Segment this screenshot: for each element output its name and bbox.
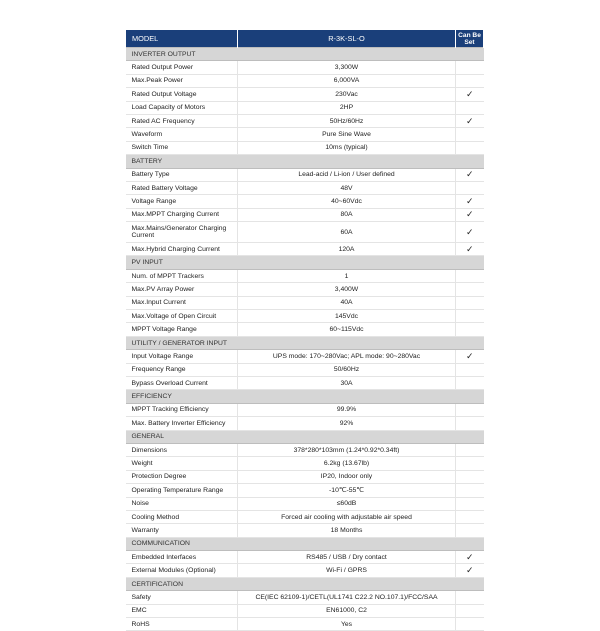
section-header-row [126,390,484,403]
table-row [126,114,484,127]
table-row [126,564,484,577]
settable-cell [456,141,484,154]
spec-table-body [126,48,484,631]
row-label: Max.Hybrid Charging Current [126,243,238,256]
row-value: RS485 / USB / Dry contact [238,551,456,564]
row-value: 2HP [238,101,456,114]
table-row [126,61,484,74]
settable-cell [456,323,484,336]
table-row [126,484,484,497]
row-value: 48V [238,181,456,194]
row-label: Battery Type [126,168,238,181]
row-label: Input Voltage Range [126,350,238,363]
check-mark-icon: ✓ [456,208,484,221]
settable-cell [456,181,484,194]
row-value: 50/60Hz [238,363,456,376]
row-label: RoHS [126,618,238,631]
settable-cell [456,310,484,323]
row-label: Max.Voltage of Open Circuit [126,310,238,323]
row-value: CE(IEC 62109-1)/CETL(UL1741 C22.2 NO.107.1)/FCC/SAA [238,591,456,604]
section-header-row [126,430,484,443]
row-label: Voltage Range [126,195,238,208]
table-row [126,296,484,309]
settable-cell [456,618,484,631]
section-header-row [126,48,484,61]
row-label: Frequency Range [126,363,238,376]
can-be-set-header: Can Be Set [456,30,484,48]
row-value: 120A [238,243,456,256]
settable-cell [456,269,484,282]
table-row [126,243,484,256]
row-value: 6.2kg (13.67lb) [238,457,456,470]
table-row [126,141,484,154]
row-value: 3,300W [238,61,456,74]
check-mark-icon: ✓ [456,243,484,256]
row-value: Forced air cooling with adjustable air speed [238,510,456,523]
table-row [126,443,484,456]
row-value: IP20, Indoor only [238,470,456,483]
table-row [126,618,484,631]
row-value: 60~115Vdc [238,323,456,336]
section-header-row [126,256,484,269]
row-label: Embedded Interfaces [126,551,238,564]
settable-cell [456,497,484,510]
section-title: CERTIFICATION [126,577,484,590]
row-value: 145Vdc [238,310,456,323]
row-label: Max.MPPT Charging Current [126,208,238,221]
row-label: Cooling Method [126,510,238,523]
row-value: 378*280*103mm (1.24*0.92*0.34ft) [238,443,456,456]
row-value: 10ms (typical) [238,141,456,154]
table-row [126,497,484,510]
row-value: 40~60Vdc [238,195,456,208]
table-row [126,181,484,194]
row-label: Rated Output Voltage [126,88,238,101]
row-value: 6,000VA [238,74,456,87]
row-value: Lead-acid / Li-ion / User defined [238,168,456,181]
settable-cell [456,524,484,537]
row-value: EN61000, C2 [238,604,456,617]
settable-cell [456,296,484,309]
table-row [126,591,484,604]
settable-cell [456,403,484,416]
row-label: Max.Peak Power [126,74,238,87]
row-label: Max. Battery Inverter Efficiency [126,417,238,430]
settable-cell [456,283,484,296]
row-value: UPS mode: 170~280Vac; APL mode: 90~280Vac [238,350,456,363]
table-row [126,376,484,389]
row-label: Max.Input Current [126,296,238,309]
settable-cell [456,363,484,376]
table-row [126,74,484,87]
row-label: MPPT Tracking Efficiency [126,403,238,416]
settable-cell [456,510,484,523]
section-header-row [126,577,484,590]
row-value: Pure Sine Wave [238,128,456,141]
section-header-row [126,155,484,168]
row-label: Rated Battery Voltage [126,181,238,194]
settable-cell [456,417,484,430]
check-mark-icon: ✓ [456,350,484,363]
section-header-row [126,336,484,349]
row-value: 18 Months [238,524,456,537]
row-value: 99.9% [238,403,456,416]
section-title: UTILITY / GENERATOR INPUT [126,336,484,349]
row-value: 3,400W [238,283,456,296]
table-row [126,128,484,141]
row-label: Operating Temperature Range [126,484,238,497]
section-title: BATTERY [126,155,484,168]
table-row [126,222,484,243]
section-title: PV INPUT [126,256,484,269]
row-value: ≤60dB [238,497,456,510]
table-row [126,551,484,564]
section-title: EFFICIENCY [126,390,484,403]
section-title: INVERTER OUTPUT [126,48,484,61]
table-row [126,350,484,363]
row-value: -10℃-55℃ [238,484,456,497]
table-row [126,101,484,114]
row-label: MPPT Voltage Range [126,323,238,336]
table-row [126,195,484,208]
settable-cell [456,604,484,617]
check-mark-icon: ✓ [456,222,484,243]
row-value: Wi-Fi / GPRS [238,564,456,577]
section-title: GENERAL [126,430,484,443]
row-label: Warranty [126,524,238,537]
row-label: Load Capacity of Motors [126,101,238,114]
table-header-row [126,30,484,48]
row-label: Num. of MPPT Trackers [126,269,238,282]
row-value: 40A [238,296,456,309]
check-mark-icon: ✓ [456,195,484,208]
row-value: 92% [238,417,456,430]
row-value: 230Vac [238,88,456,101]
table-row [126,168,484,181]
row-label: Max.PV Array Power [126,283,238,296]
table-row [126,269,484,282]
settable-cell [456,484,484,497]
settable-cell [456,61,484,74]
table-row [126,88,484,101]
section-header-row [126,537,484,550]
table-row [126,470,484,483]
row-label: Waveform [126,128,238,141]
settable-cell [456,443,484,456]
check-mark-icon: ✓ [456,114,484,127]
row-value: 50Hz/60Hz [238,114,456,127]
table-row [126,457,484,470]
row-label: EMC [126,604,238,617]
table-row [126,417,484,430]
settable-cell [456,457,484,470]
row-label: Safety [126,591,238,604]
table-row [126,363,484,376]
settable-cell [456,101,484,114]
spec-table [125,30,484,631]
settable-cell [456,591,484,604]
row-value: 30A [238,376,456,389]
table-row [126,510,484,523]
row-label: Max.Mains/Generator Charging Current [126,222,238,243]
row-label: Bypass Overload Current [126,376,238,389]
settable-cell [456,376,484,389]
settable-cell [456,74,484,87]
table-row [126,310,484,323]
table-row [126,283,484,296]
check-mark-icon: ✓ [456,168,484,181]
table-row [126,524,484,537]
settable-cell [456,470,484,483]
row-label: Noise [126,497,238,510]
model-header: MODEL [126,30,238,48]
table-row [126,323,484,336]
check-mark-icon: ✓ [456,564,484,577]
row-label: Rated AC Frequency [126,114,238,127]
row-value: 80A [238,208,456,221]
check-mark-icon: ✓ [456,88,484,101]
row-value: 1 [238,269,456,282]
row-value: 60A [238,222,456,243]
row-label: Dimensions [126,443,238,456]
check-mark-icon: ✓ [456,551,484,564]
model-value-header: R-3K-SL-O [238,30,456,48]
row-label: External Modules (Optional) [126,564,238,577]
table-row [126,208,484,221]
section-title: COMMUNICATION [126,537,484,550]
row-label: Weight [126,457,238,470]
table-row [126,604,484,617]
settable-cell [456,128,484,141]
table-row [126,403,484,416]
row-label: Protection Degree [126,470,238,483]
row-label: Switch Time [126,141,238,154]
row-label: Rated Output Power [126,61,238,74]
row-value: Yes [238,618,456,631]
